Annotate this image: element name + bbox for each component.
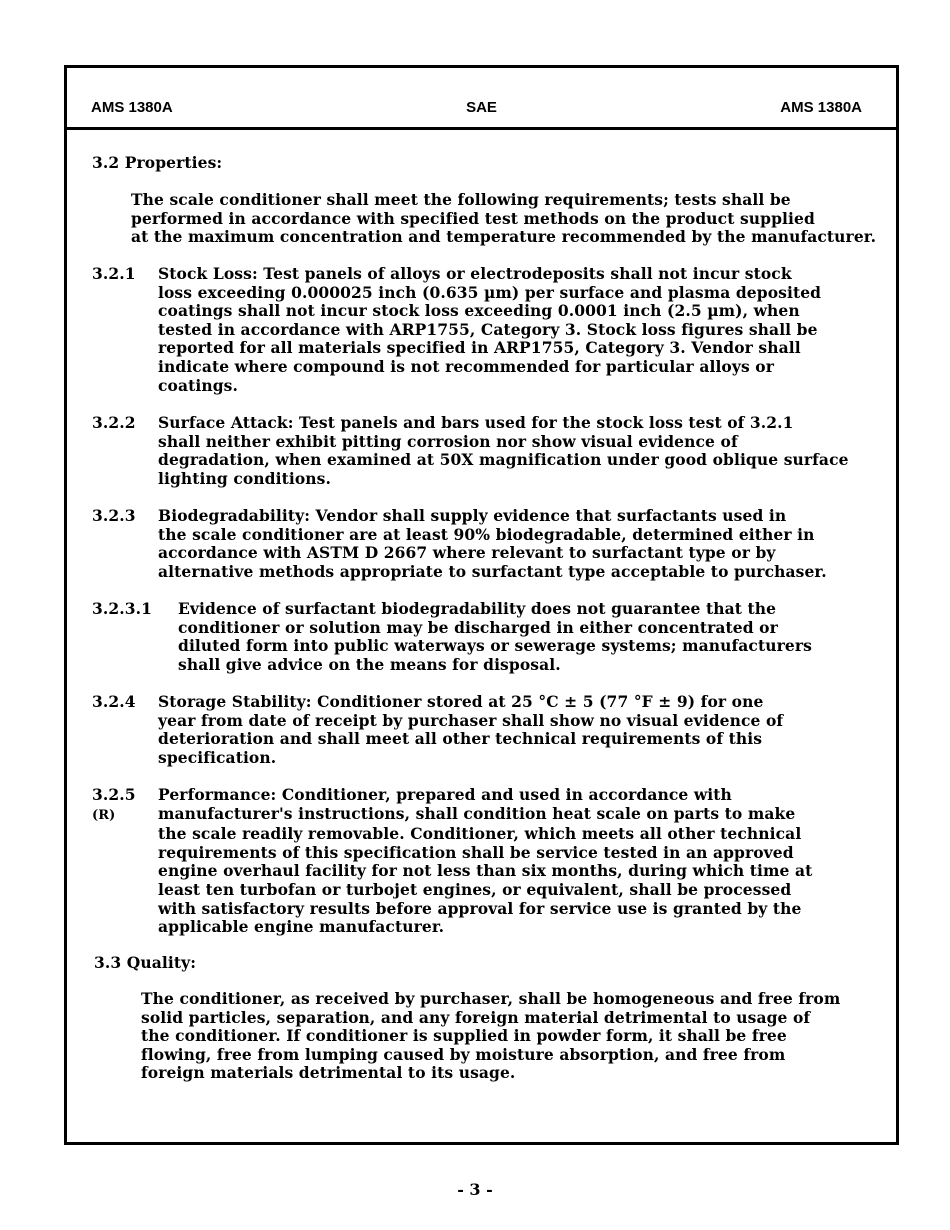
body-line: applicable engine manufacturer. xyxy=(158,917,445,937)
body-line: accordance with ASTM D 2667 where relevant to surfactant type or by xyxy=(158,543,776,563)
body-line: conditioner or solution may be discharged in either concentrated or xyxy=(178,617,778,637)
body-line: specification. xyxy=(158,747,277,767)
section-3-2-3-1 xyxy=(92,600,872,674)
body-line: year from date of receipt by purchaser shall show no visual evidence of xyxy=(158,710,784,730)
section-3-2-5 xyxy=(92,786,872,937)
body-line: flowing, free from lumping caused by moisture absorption, and free from xyxy=(141,1044,786,1064)
body-line: requirements of this specification shall be service tested in an approved xyxy=(158,842,794,862)
body-line: foreign materials detrimental to its usage. xyxy=(141,1063,516,1083)
section-3-2-2 xyxy=(92,414,872,488)
body-line: Evidence of surfactant biodegradability does not guarantee that the xyxy=(178,599,777,618)
section-3-2 xyxy=(92,154,872,173)
body-line: alternative methods appropriate to surfactant type acceptable to purchaser. xyxy=(158,561,827,581)
body-line: the scale conditioner are at least 90% biodegradable, determined either in xyxy=(158,524,815,544)
section-number: 3.2.1 xyxy=(92,264,136,283)
section-3-3 xyxy=(94,954,874,973)
body-line: lighting conditions. xyxy=(158,468,331,488)
body-line: diluted form into public waterways or sewerage systems; manufacturers xyxy=(178,636,812,656)
body-line: Biodegradability: Vendor shall supply evidence that surfactants used in xyxy=(158,506,787,525)
body-line: reported for all materials specified in ARP1755, Category 3. Vendor shall xyxy=(158,338,801,358)
section-number: 3.2.4 xyxy=(92,692,136,711)
body-line: engine overhaul facility for not less than six months, during which time at xyxy=(158,861,813,881)
body-line: performed in accordance with specified test methods on the product supplied xyxy=(131,208,815,228)
body-line: at the maximum concentration and temperature recommended by the manufacturer. xyxy=(131,227,877,247)
body-line: tested in accordance with ARP1755, Category 3. Stock loss figures shall be xyxy=(158,319,818,339)
body-line: Stock Loss: Test panels of alloys or electrodeposits shall not incur stock xyxy=(158,264,792,283)
body-line: deterioration and shall meet all other technical requirements of this xyxy=(158,729,763,749)
section-number: 3.2.5 xyxy=(92,785,136,804)
body-line: The conditioner, as received by purchaser, shall be homogeneous and free from xyxy=(141,989,841,1008)
body-line: shall give advice on the means for disposal. xyxy=(178,654,561,674)
header-doc-number-right: AMS 1380A xyxy=(780,99,862,116)
body-line: indicate where compound is not recommended for particular alloys or xyxy=(158,356,775,376)
section-number: 3.2.3 xyxy=(92,506,136,525)
section-3-2-3 xyxy=(92,507,872,581)
body-line: shall neither exhibit pitting corrosion nor show visual evidence of xyxy=(158,431,738,451)
header-org: SAE xyxy=(466,99,497,116)
body-line: loss exceeding 0.000025 inch (0.635 µm) per surface and plasma deposited xyxy=(158,282,822,302)
body-line: coatings. xyxy=(158,375,238,395)
section-number: 3.2.2 xyxy=(92,413,136,432)
section-3-2-body xyxy=(131,191,911,247)
section-heading: 3.3 Quality: xyxy=(94,953,197,972)
body-line: coatings shall not incur stock loss exceeding 0.0001 inch (2.5 µm), when xyxy=(158,301,800,321)
header-doc-number-left: AMS 1380A xyxy=(91,99,173,116)
body-line: Performance: Conditioner, prepared and used in accordance with xyxy=(158,785,732,804)
body-line: solid particles, separation, and any foreign material detrimental to usage of xyxy=(141,1007,811,1027)
body-line: degradation, when examined at 50X magnification under good oblique surface xyxy=(158,450,849,470)
body-line: the conditioner. If conditioner is supplied in powder form, it shall be free xyxy=(141,1026,787,1046)
page-header xyxy=(67,68,896,130)
body-line: The scale conditioner shall meet the following requirements; tests shall be xyxy=(131,190,791,209)
section-3-2-1 xyxy=(92,265,872,395)
body-line: the scale readily removable. Conditioner, which meets all other technical xyxy=(158,824,802,844)
body-line: manufacturer's instructions, shall condition heat scale on parts to make xyxy=(158,803,796,823)
body-line: Surface Attack: Test panels and bars used for the stock loss test of 3.2.1 xyxy=(158,413,794,432)
section-3-2-4 xyxy=(92,693,872,767)
revision-marker: (R) xyxy=(92,807,116,823)
page-number: - 3 - xyxy=(457,1180,493,1199)
body-line: least ten turbofan or turbojet engines, or equivalent, shall be processed xyxy=(158,879,792,899)
body-line: Storage Stability: Conditioner stored at 25 °C ± 5 (77 °F ± 9) for one xyxy=(158,692,764,711)
section-number: 3.2.3.1 xyxy=(92,599,153,618)
section-heading: 3.2 Properties: xyxy=(92,153,223,172)
body-line: with satisfactory results before approval for service use is granted by the xyxy=(158,898,802,918)
section-3-3-body xyxy=(141,990,921,1083)
